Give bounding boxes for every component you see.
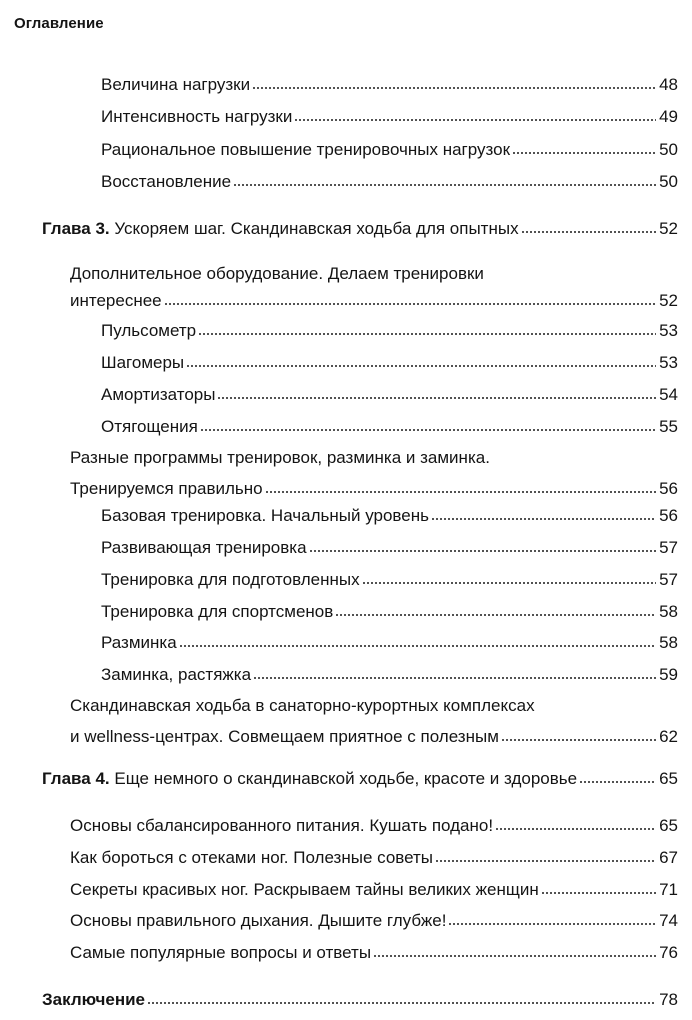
toc-entry-page: 65 (659, 769, 678, 788)
toc-entry-title: Как бороться с отеками ног. Полезные советы (70, 848, 434, 867)
chapter-label: Глава 3. (42, 219, 110, 238)
toc-entry-page: 53 (659, 321, 678, 340)
dot-leader (217, 397, 656, 399)
toc-entry[interactable] (101, 315, 678, 346)
toc-entry-title: Заминка, растяжка (101, 665, 252, 684)
dot-leader (233, 184, 656, 186)
toc-entry[interactable] (70, 258, 678, 316)
toc-entry-title: Рациональное повышение тренировочных нагрузок (101, 140, 511, 159)
toc-entry-title: Тренировка для спортсменов (101, 602, 334, 621)
dot-leader (200, 429, 656, 431)
toc-entry-page: 71 (659, 880, 678, 899)
toc-entry-page: 48 (659, 75, 678, 94)
toc-entry-title: Основы правильного дыхания. Дышите глубже! (70, 911, 447, 930)
toc-entry-title: Основы сбалансированного питания. Кушать подано! (70, 816, 494, 835)
dot-leader (164, 303, 656, 305)
toc-entry-title: Самые популярные вопросы и ответы (70, 943, 372, 962)
dot-leader (179, 645, 656, 647)
toc-entry[interactable] (70, 874, 678, 905)
dot-leader (362, 582, 656, 584)
toc-entry-page: 56 (659, 506, 678, 525)
dot-leader (512, 152, 656, 154)
dot-leader (521, 231, 657, 233)
toc-entry-page: 57 (659, 538, 678, 557)
toc-entry[interactable] (101, 596, 678, 627)
dot-leader (265, 491, 656, 493)
toc-entry-title: Разминка (101, 633, 177, 652)
dot-leader (198, 333, 656, 335)
toc-entry-page: 59 (659, 665, 678, 684)
dot-leader (252, 87, 656, 89)
dot-leader (186, 365, 656, 367)
toc-entry[interactable] (70, 690, 678, 752)
toc-entry[interactable] (101, 134, 678, 165)
toc-conclusion-entry[interactable] (42, 984, 678, 1015)
toc-entry[interactable] (70, 810, 678, 841)
toc-entry[interactable] (101, 69, 678, 100)
toc-entry[interactable] (101, 101, 678, 132)
toc-entry-page: 52 (659, 219, 678, 238)
dot-leader (294, 119, 656, 121)
toc-entry-page: 54 (659, 385, 678, 404)
toc-entry-page: 53 (659, 353, 678, 372)
toc-entry-title: интереснее (70, 291, 162, 310)
toc-entry-title: Отягощения (101, 417, 198, 436)
dot-leader (435, 860, 656, 862)
toc-entry-page: 58 (659, 633, 678, 652)
toc-entry-page: 56 (659, 479, 678, 498)
toc-entry[interactable] (101, 379, 678, 410)
toc-entry-title: Интенсивность нагрузки (101, 107, 293, 126)
toc-entry[interactable] (101, 564, 678, 595)
toc-entry-title: Базовая тренировка. Начальный уровень (101, 506, 429, 525)
dot-leader (309, 550, 657, 552)
dot-leader (335, 614, 656, 616)
dot-leader (541, 892, 656, 894)
toc-entry[interactable] (70, 442, 678, 504)
toc-entry[interactable] (101, 347, 678, 378)
toc-entry-title: Еще немного о скандинавской ходьбе, красоте и здоровье (114, 769, 578, 788)
toc-entry-page: 52 (659, 291, 678, 310)
toc-entry-title: Величина нагрузки (101, 75, 251, 94)
toc-entry[interactable] (70, 842, 678, 873)
dot-leader (501, 739, 656, 741)
toc-entry[interactable] (101, 627, 678, 658)
dot-leader (431, 518, 656, 520)
toc-entry[interactable] (101, 166, 678, 197)
toc-entry-title-line1: Дополнительное оборудование. Делаем тренировки (70, 264, 484, 283)
toc-entry[interactable] (70, 937, 678, 968)
toc-entry-page: 76 (659, 943, 678, 962)
toc-entry[interactable] (101, 411, 678, 442)
toc-entry-title: Шагомеры (101, 353, 185, 372)
toc-entry[interactable] (101, 532, 678, 563)
conclusion-label: Заключение (42, 990, 145, 1009)
dot-leader (579, 781, 656, 783)
toc-entry[interactable] (70, 905, 678, 936)
toc-entry-title: Пульсометр (101, 321, 197, 340)
toc-entry-page: 49 (659, 107, 678, 126)
toc-chapter-entry[interactable] (42, 763, 678, 794)
toc-entry-title: Амортизаторы (101, 385, 216, 404)
toc-entry-page: 55 (659, 417, 678, 436)
toc-entry-title: Тренировка для подготовленных (101, 570, 360, 589)
dot-leader (253, 677, 656, 679)
toc-entry-title: Ускоряем шаг. Скандинавская ходьба для опытных (114, 219, 519, 238)
toc-entry-page: 62 (659, 727, 678, 746)
dot-leader (495, 828, 656, 830)
toc-entry-title: Тренируемся правильно (70, 479, 263, 498)
toc-entry-title-line1: Разные программы тренировок, разминка и заминка. (70, 448, 490, 467)
dot-leader (448, 923, 656, 925)
dot-leader (147, 1002, 656, 1004)
toc-entry-page: 58 (659, 602, 678, 621)
dot-leader (373, 955, 656, 957)
toc-entry-page: 50 (659, 172, 678, 191)
toc-entry-title: Секреты красивых ног. Раскрываем тайны великих женщин (70, 880, 539, 899)
chapter-label: Глава 4. (42, 769, 110, 788)
toc-entry-title: и wellness-центрах. Совмещаем приятное с полезным (70, 727, 499, 746)
toc-entry-page: 67 (659, 848, 678, 867)
toc-entry-title-line1: Скандинавская ходьба в санаторно-курортных комплексах (70, 696, 535, 715)
toc-entry-page: 50 (659, 140, 678, 159)
toc-entry-title: Развивающая тренировка (101, 538, 307, 557)
toc-entry-page: 74 (659, 911, 678, 930)
page-header: Оглавление (14, 15, 104, 32)
toc-entry[interactable] (101, 659, 678, 690)
toc-entry-title: Восстановление (101, 172, 232, 191)
toc-entry-page: 65 (659, 816, 678, 835)
toc-entry-page: 57 (659, 570, 678, 589)
toc-entry-page: 78 (659, 990, 678, 1009)
toc-entry[interactable] (101, 500, 678, 531)
toc-chapter-entry[interactable] (42, 213, 678, 244)
